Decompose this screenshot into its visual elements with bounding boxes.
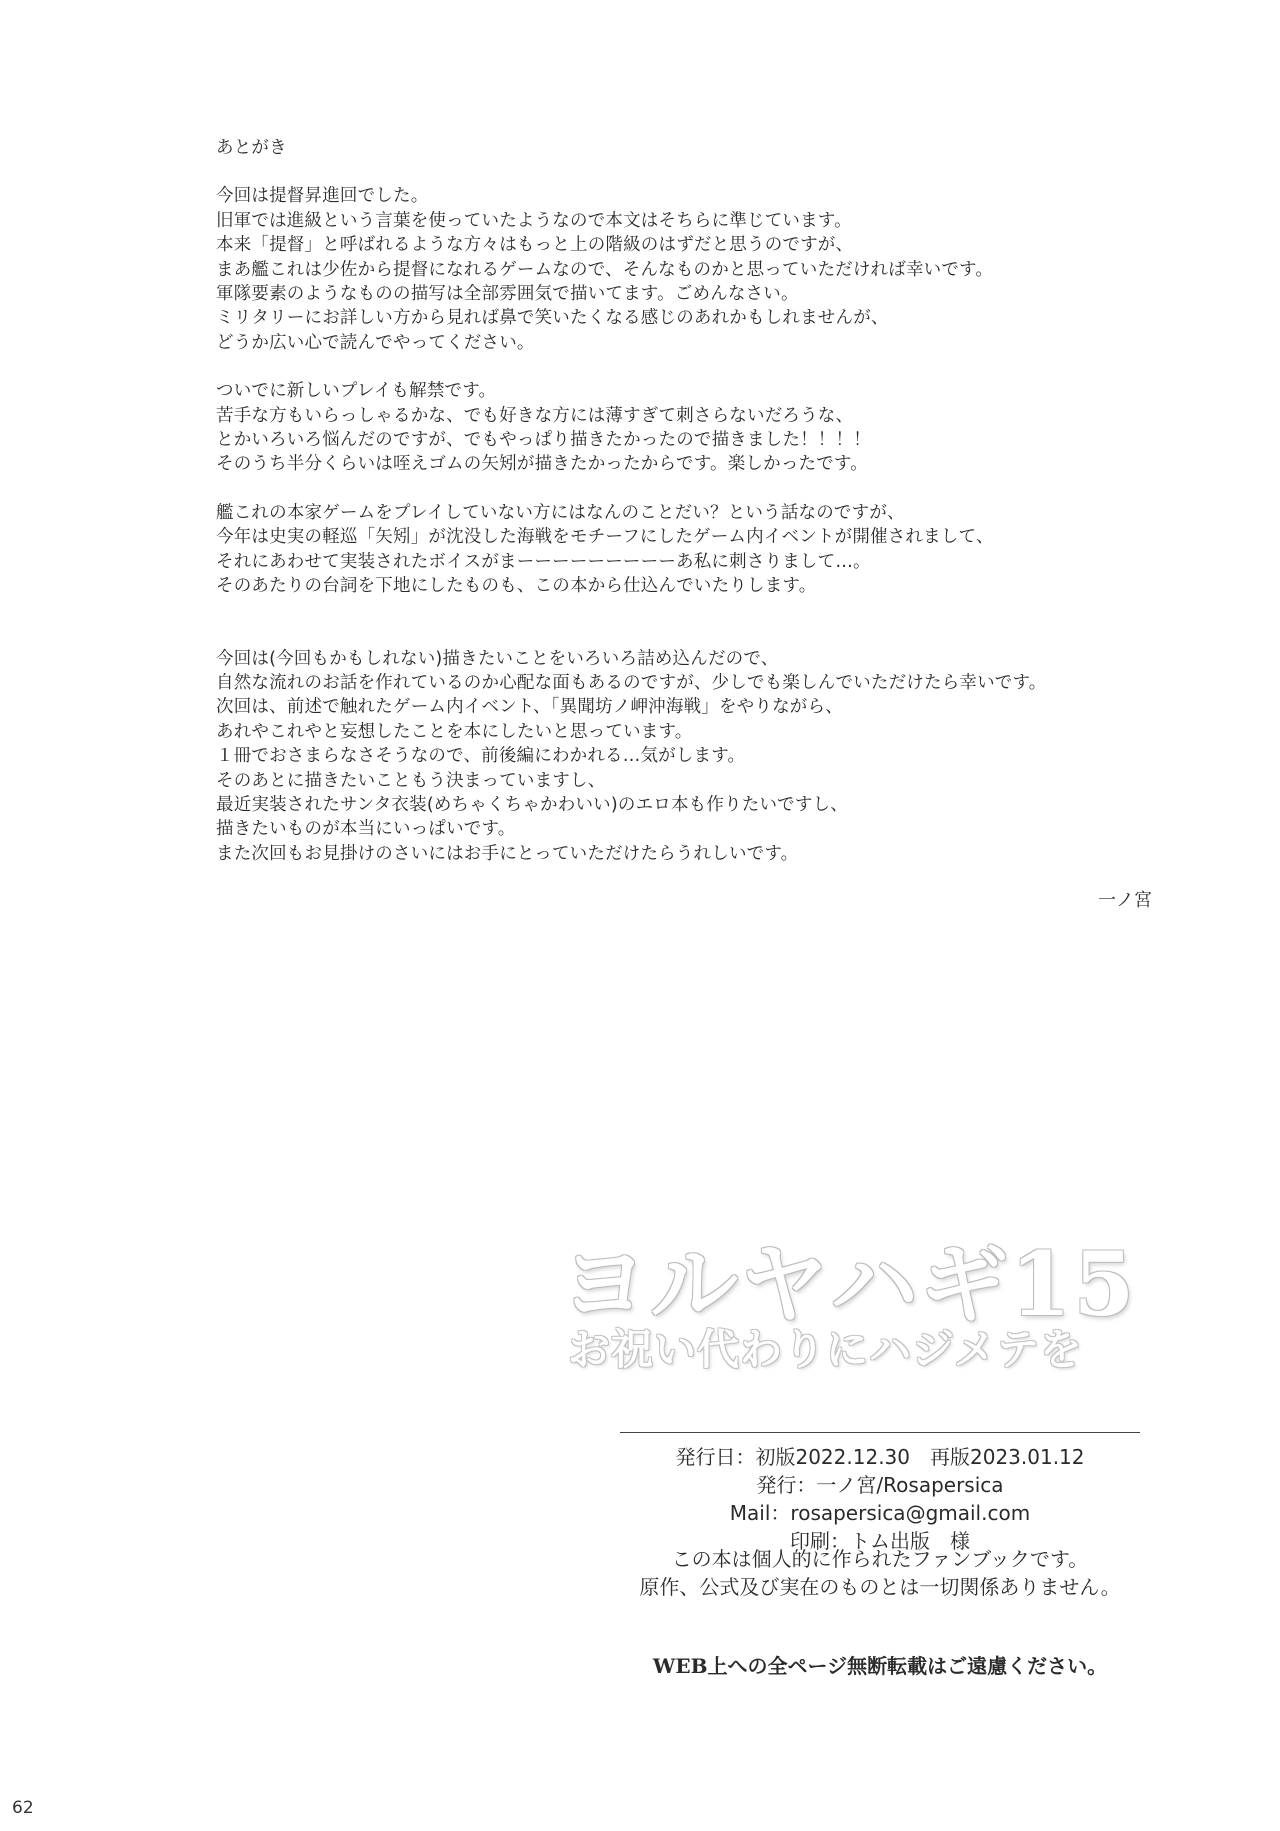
afterword-paragraph [216,184,1156,355]
disclaimer [620,1545,1140,1601]
page-number: 62 [12,1798,34,1818]
text-line: 苦手な方もいらっしゃるかな、でも好きな方には薄すぎて刺さらないだろうな、 [216,405,854,426]
text-line: １冊でおさまらなさそうなので、前後編にわかれる…気がします。 [216,746,746,767]
text-line: 旧軍では進級という言葉を使っていたようなので本文はそちらに準じています。 [216,210,852,231]
text-line: まあ艦これは少佐から提督になれるゲームなので、そんなものかと思っていただければ幸いです。 [216,259,994,280]
text-line: 描きたいものが本当にいっぱいです。 [216,819,516,840]
disclaimer-line: この本は個人的に作られたファンブックです。 [671,1547,1089,1571]
text-line: 軍隊要素のようなものの描写は全部雰囲気で描いてます。ごめんなさい。 [216,284,799,305]
logo-title: ヨルヤハギ15 [560,1232,1137,1336]
logo-subtitle: お祝い代わりにハジメテを [568,1325,1083,1374]
contact-mail: Mail：rosapersica@gmail.com [729,1501,1031,1525]
text-line: あれやこれやと妄想したことを本にしたいと思っています。 [216,721,693,742]
issue-date: 発行日：初版2022.12.30 再版2023.01.12 [675,1445,1085,1469]
afterword-section [216,136,1156,890]
text-line: 艦これの本家ゲームをプレイしていない方にはなんのことだい？という話なのですが、 [216,502,905,523]
text-line: 今回は提督昇進回でした。 [216,186,429,207]
afterword-paragraph [216,379,1156,477]
afterword-heading: あとがき [216,138,287,158]
text-line: そのあとに描きたいこともう決まっていますし、 [216,770,606,791]
text-line: 今年は史実の軽巡「矢矧」が沈没した海戦をモチーフにしたゲーム内イベントが開催されまして、 [216,527,994,548]
disclaimer-line: 原作、公式及び実在のものとは一切関係ありません。 [639,1575,1121,1599]
text-line: ミリタリーにお詳しい方から見れば鼻で笑いたくなる感じのあれかもしれませんが、 [216,308,889,329]
publisher: 発行：一ノ宮/Rosapersica [756,1473,1004,1497]
author-signature: 一ノ宮 [1098,890,1152,911]
text-line: 最近実装されたサンタ衣装(めちゃくちゃかわいい)のエロ本も作りたいですし、 [216,794,848,815]
text-line: 今回は(今回もかもしれない)描きたいことをいろいろ詰め込んだので、 [216,648,779,669]
text-line: ついでに新しいプレイも解禁です。 [216,381,497,402]
text-line: 自然な流れのお話を作れているのか心配な面もあるのですが、少しでも楽しんでいただけたら幸いです。 [216,672,1047,693]
text-line: 次回は、前述で触れたゲーム内イベント、「異聞坊ノ岬沖海戦」をやりながら、 [216,697,843,718]
colophon [620,1432,1140,1555]
afterword-paragraph [216,501,1156,599]
text-line: そのうち半分くらいは咥えゴムの矢矧が描きたかったからです。楽しかったです。 [216,454,868,475]
text-line: 本来「提督」と呼ばれるような方々はもっと上の階級のはずだと思うのですが、 [216,235,854,256]
afterword-paragraph [216,647,1156,867]
text-line: それにあわせて実装されたボイスがまーーーーーーーーーあ私に刺さりまして…。 [216,551,871,572]
text-line: どうか広い心で読んでやってください。 [216,332,535,353]
book-title-logo [560,1215,1180,1374]
text-line: とかいろいろ悩んだのですが、でもやっぱり描きたかったので描きました！！！！ [216,430,871,451]
reprint-warning: WEB上への全ページ無断転載はご遠慮ください。 [652,1654,1108,1678]
text-line: そのあたりの台詞を下地にしたものも、この本から仕込んでいたりします。 [216,576,817,597]
text-line: また次回もお見掛けのさいにはお手にとっていただけたらうれしいです。 [216,843,799,864]
printer: 印刷：トム出版 様 [790,1529,970,1553]
